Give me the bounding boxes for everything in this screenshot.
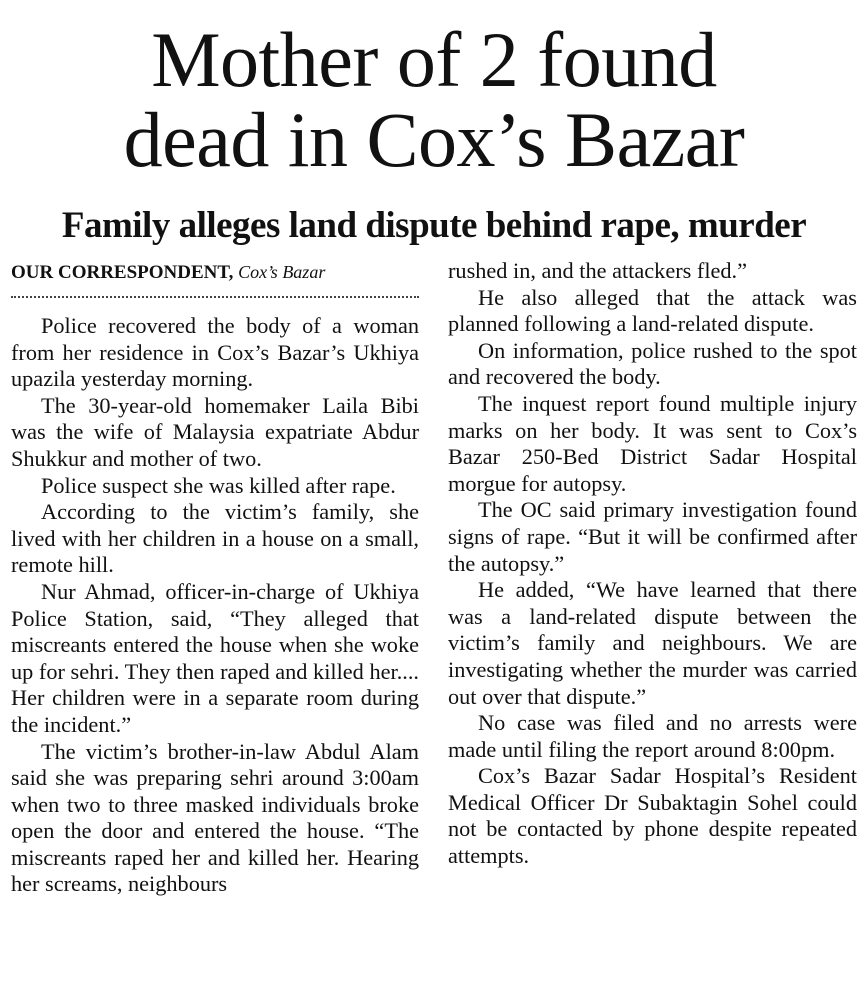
byline-place: Cox’s Bazar [238,262,326,282]
headline [0,16,868,183]
paragraph: He also alleged that the attack was planned following a land-related dispute. [448,284,857,337]
paragraph: Nur Ahmad, officer-in-charge of Ukhiya Police Station, said, “They alleged that miscreants entered the house when she woke up for sehri. They then raped and killed her.... Her children were in a separate room during the incident.” [11,578,419,737]
byline [11,260,421,285]
paragraph: He added, “We have learned that there was a land-related dispute between the victim’s family and neighbours. We are investigating whether the murder was carried out over that dispute.” [448,577,857,709]
paragraph: The OC said primary investigation found signs of rape. “But it will be confirmed after the autopsy.” [448,497,857,576]
paragraph: On information, police rushed to the spot and recovered the body. [448,337,857,390]
paragraph-continuation: rushed in, and the attackers fled.” [448,258,748,283]
headline-line-2: dead in Cox’s Bazar [123,96,745,183]
byline-name: OUR CORRESPONDENT, [11,262,234,283]
byline-divider [11,296,419,298]
paragraph: Cox’s Bazar Sadar Hospital’s Resident Medical Officer Dr Subaktagin Sohel could not be contacted by phone despite repeated attempts. [448,763,857,869]
paragraph: The inquest report found multiple injury marks on her body. It was sent to Cox’s Bazar 250-Bed District Sadar Hospital morgue for autopsy. [448,390,857,496]
paragraph: The victim’s brother-in-law Abdul Alam said she was preparing sehri around 3:00am when two to three masked individuals broke open the door and entered the house. “The miscreants raped her and killed her. Hearing her screams, neighbours [11,738,419,897]
paragraph: Police recovered the body of a woman from her residence in Cox’s Bazar’s Ukhiya upazila yesterday morning. [11,313,419,392]
subheadline: Family alleges land dispute behind rape, murder [61,205,807,246]
headline-line-1: Mother of 2 found [151,16,717,103]
paragraph: The 30-year-old homemaker Laila Bibi was the wife of Malaysia expatriate Abdur Shukkur and mother of two. [11,392,419,471]
article-column-1 [11,313,419,898]
paragraph: No case was filed and no arrests were made until filing the report around 8:00pm. [448,710,857,762]
paragraph: According to the victim’s family, she lived with her children in a house on a small, remote hill. [11,499,419,578]
article-column-2 [448,258,857,870]
paragraph: Police suspect she was killed after rape. [41,472,396,498]
